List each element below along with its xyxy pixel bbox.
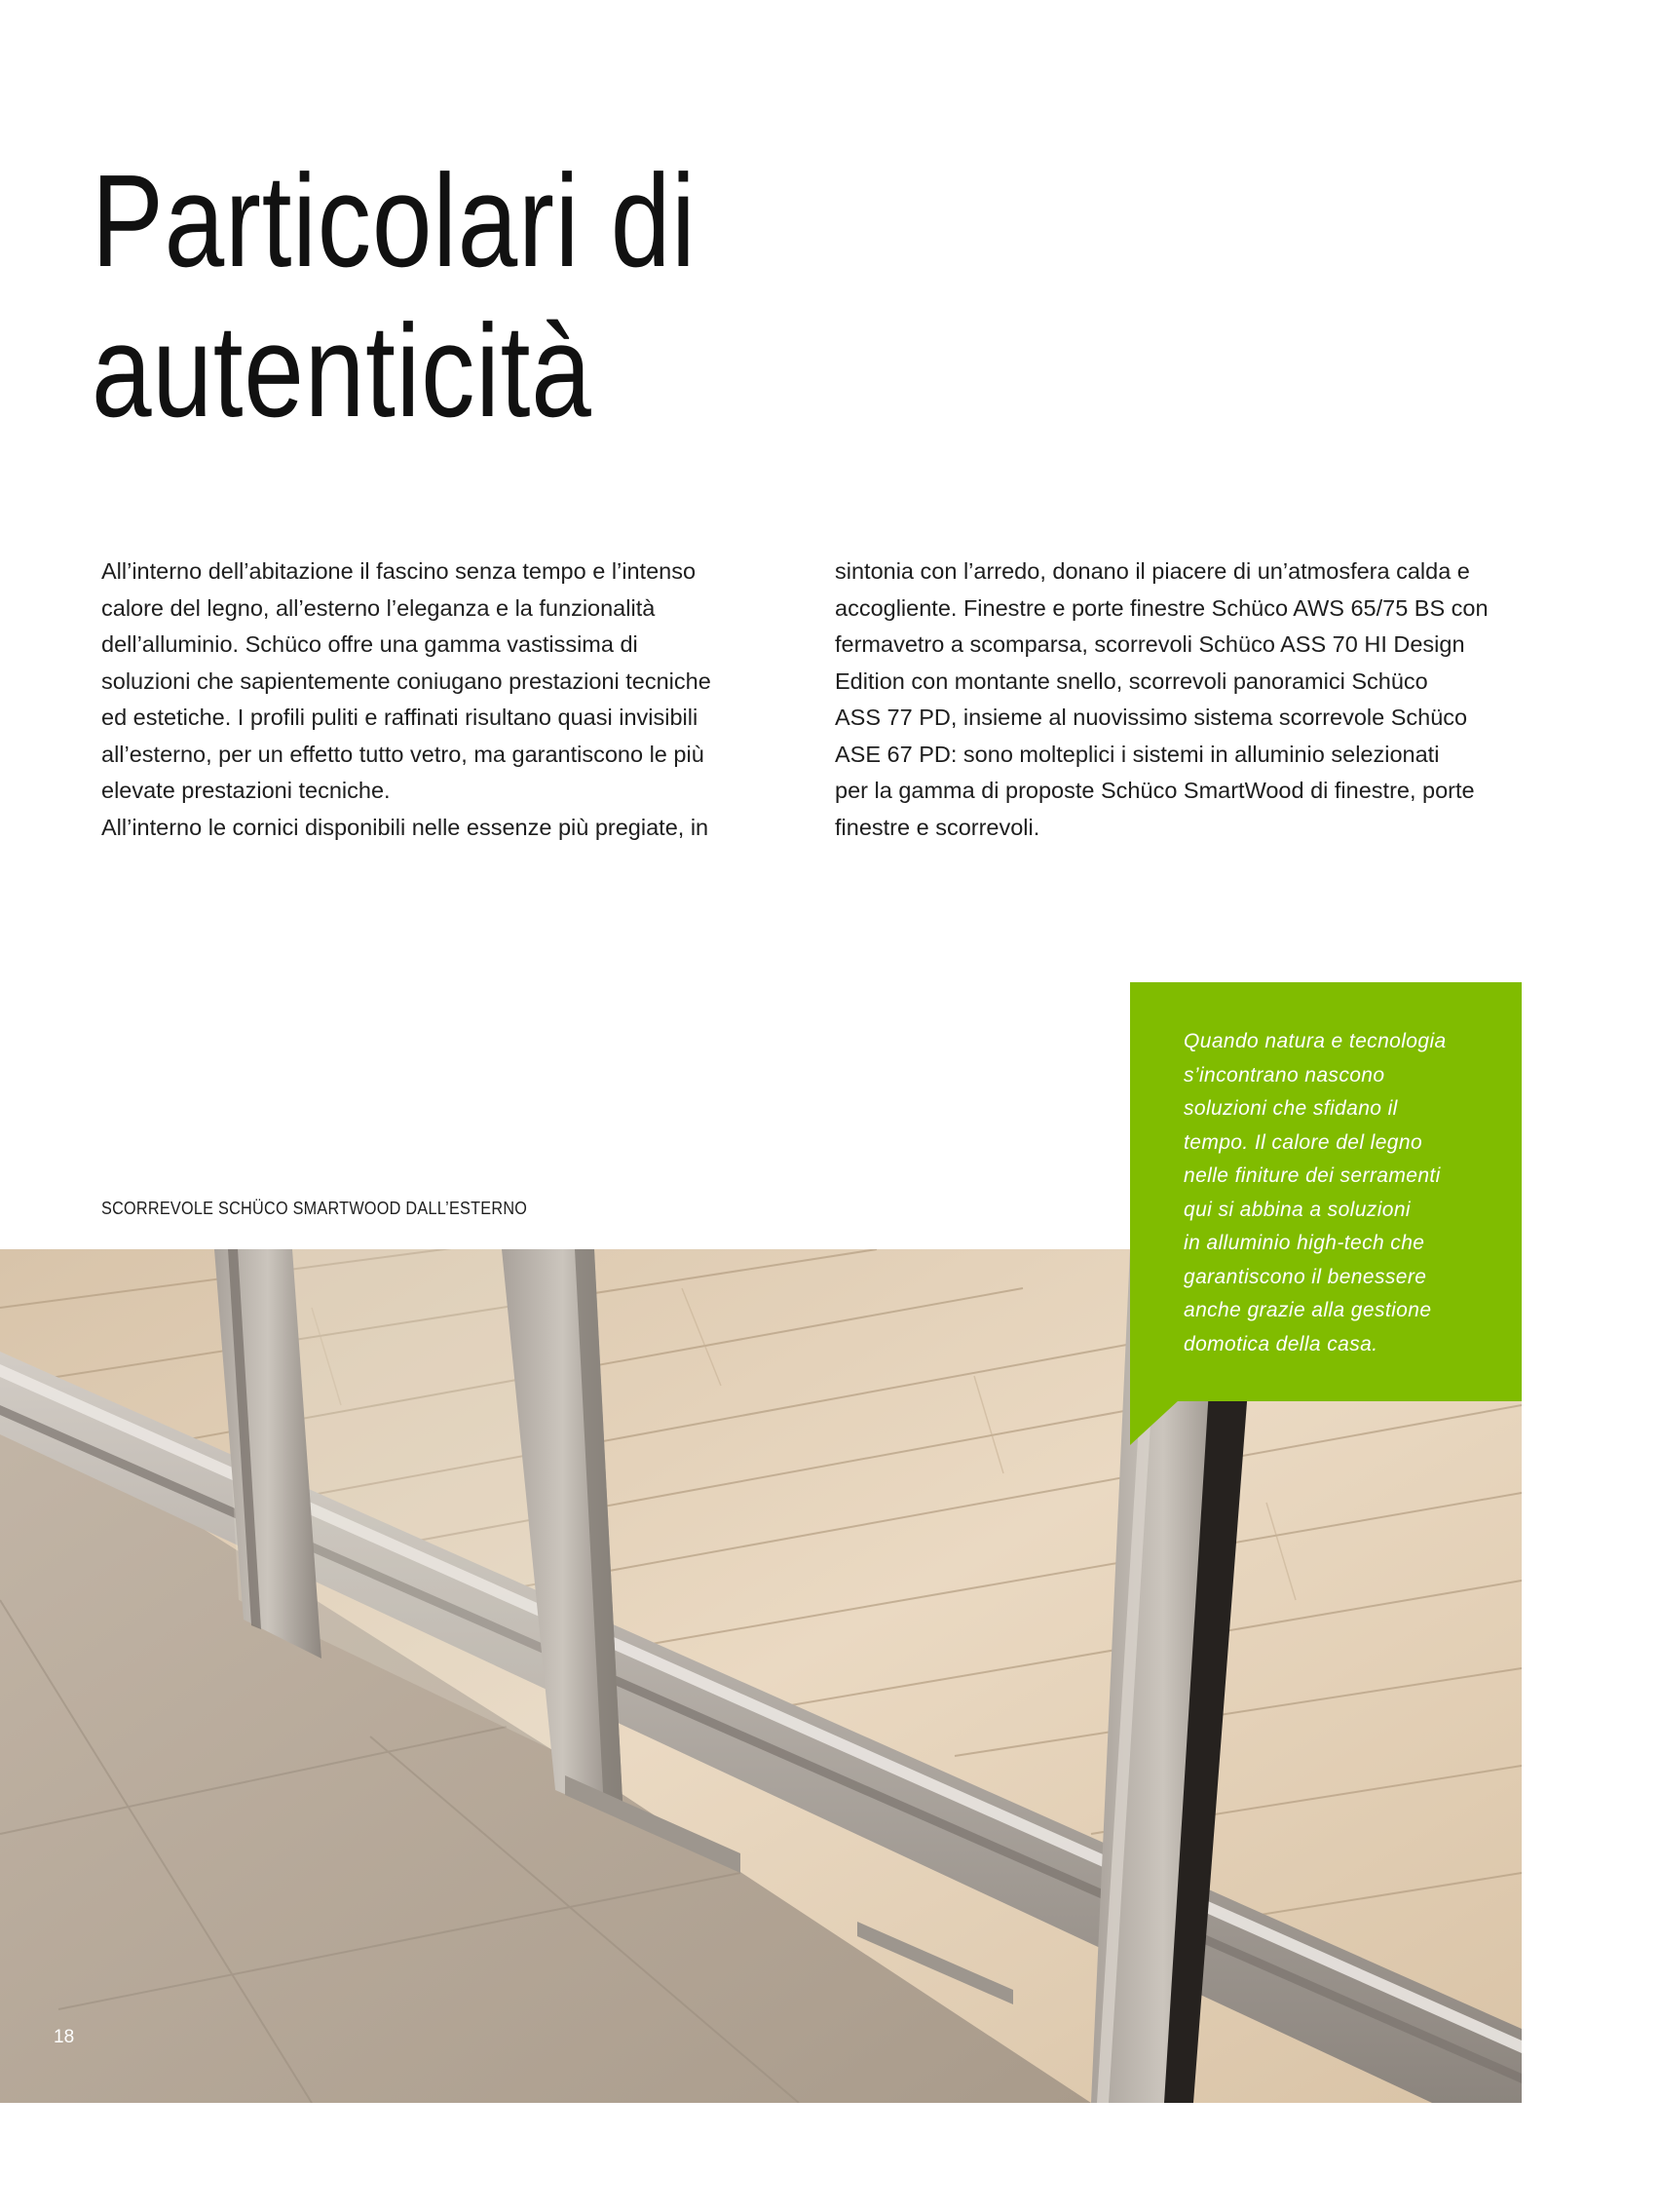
- body-line: Edition con montante snello, scorrevoli panoramici Schüco: [835, 667, 1428, 694]
- page-title-line-2: autenticità: [92, 297, 592, 444]
- quote-line: tempo. Il calore del legno: [1184, 1130, 1423, 1154]
- body-text-right-column: [835, 553, 1546, 846]
- page-title: [92, 146, 697, 446]
- quote-line: anche grazie alla gestione: [1184, 1299, 1432, 1321]
- page-number: 18: [54, 2027, 75, 2047]
- body-line: ed estetiche. I profili puliti e raffinati risultano quasi invisibili: [101, 705, 698, 730]
- body-line: accogliente. Finestre e porte finestre Schüco AWS 65/75 BS con: [835, 594, 1489, 621]
- body-line: dell’alluminio. Schüco offre una gamma vastissima di: [101, 631, 638, 657]
- body-text-left-column: [101, 553, 812, 846]
- body-line: all’esterno, per un effetto tutto vetro, ma garantiscono le più: [101, 741, 704, 767]
- quote-line: qui si abbina a soluzioni: [1184, 1198, 1411, 1221]
- body-line: calore del legno, all’esterno l’eleganza e la funzionalità: [101, 594, 656, 621]
- quote-line: soluzioni che sfidano il: [1184, 1097, 1398, 1120]
- quote-line: domotica della casa.: [1184, 1332, 1378, 1355]
- body-line: elevate prestazioni tecniche.: [101, 778, 391, 803]
- quote-line: in alluminio high-tech che: [1184, 1232, 1425, 1254]
- quote-line: s’incontrano nascono: [1184, 1063, 1385, 1087]
- body-line: All’interno dell’abitazione il fascino senza tempo e l’intenso: [101, 558, 697, 584]
- page-title-line-1: Particolari di: [92, 147, 697, 294]
- body-line: fermavetro a scomparsa, scorrevoli Schüco ASS 70 HI Design: [835, 631, 1465, 657]
- body-line: soluzioni che sapientemente coniugano prestazioni tecniche: [101, 667, 711, 694]
- body-line: finestre e scorrevoli.: [835, 814, 1040, 840]
- quote-callout-tail: [1130, 1400, 1179, 1445]
- quote-line: Quando natura e tecnologia: [1184, 1030, 1447, 1052]
- body-line: per la gamma di proposte Schüco SmartWood di finestre, porte: [835, 778, 1475, 803]
- quote-text: [1184, 1025, 1495, 1361]
- photo-caption: SCORREVOLE SCHÜCO SMARTWOOD DALL’ESTERNO: [101, 1199, 528, 1218]
- body-line: sintonia con l’arredo, donano il piacere di un’atmosfera calda e: [835, 558, 1470, 584]
- quote-line: nelle finiture dei serramenti: [1184, 1164, 1441, 1187]
- body-line: ASS 77 PD, insieme al nuovissimo sistema scorrevole Schüco: [835, 705, 1468, 730]
- quote-line: garantiscono il benessere: [1184, 1265, 1427, 1288]
- body-line: All’interno le cornici disponibili nelle essenze più pregiate, in: [101, 814, 709, 840]
- body-line: ASE 67 PD: sono molteplici i sistemi in alluminio selezionati: [835, 741, 1440, 767]
